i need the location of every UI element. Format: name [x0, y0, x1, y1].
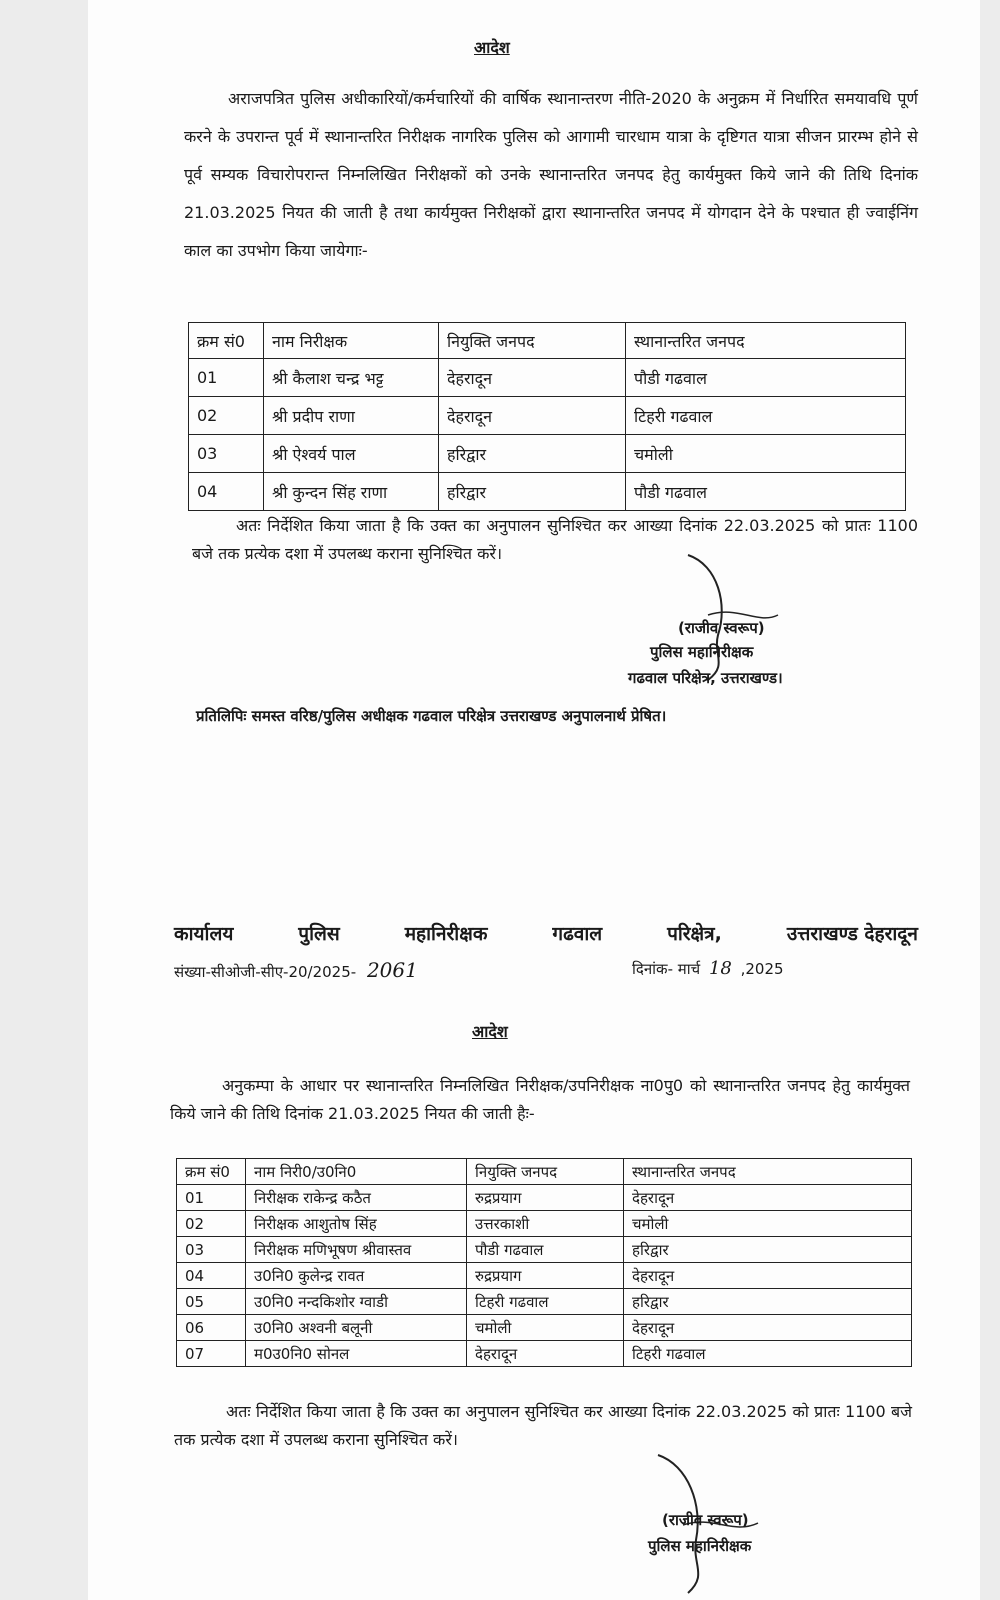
- table-header-cell: स्थानान्तरित जनपद: [626, 323, 906, 359]
- order2-signatory-name: (राजीव स्वरूप): [662, 1511, 749, 1529]
- table-row: [177, 1185, 912, 1211]
- table-cell: 03: [177, 1237, 246, 1263]
- order1-body-line: अराजपत्रित पुलिस अधीकारियों/कर्मचारियों की वार्षिक स्थानान्तरण नीति-2020 के: [228, 89, 711, 108]
- office-word: कार्यालय: [174, 923, 234, 945]
- table-cell: उ0नि0 अश्वनी बलूनी: [246, 1315, 467, 1341]
- date-label: दिनांक- मार्च: [632, 960, 701, 978]
- office-word: पुलिस: [298, 923, 340, 945]
- table-cell: श्री ऐश्वर्य पाल: [264, 435, 439, 473]
- table-header-cell: नियुक्ति जनपद: [467, 1159, 624, 1185]
- table-cell: 02: [189, 397, 264, 435]
- order1-heading: आदेश: [474, 38, 510, 57]
- table-cell: पौडी गढवाल: [467, 1237, 624, 1263]
- table-cell: 03: [189, 435, 264, 473]
- date-handwritten-day: 18: [708, 958, 732, 979]
- table-row: [177, 1263, 912, 1289]
- table-cell: उत्तरकाशी: [467, 1211, 624, 1237]
- office-word: गढवाल: [552, 923, 603, 945]
- order1-signature-scribble: [648, 545, 788, 685]
- table-cell: 02: [177, 1211, 246, 1237]
- office-line: [174, 920, 918, 946]
- table-cell: पौडी गढवाल: [626, 359, 906, 397]
- table-cell: निरीक्षक आशुतोष सिंह: [246, 1211, 467, 1237]
- table-row: [177, 1289, 912, 1315]
- table-cell: टिहरी गढवाल: [624, 1341, 912, 1367]
- table-cell: श्री प्रदीप राणा: [264, 397, 439, 435]
- table-header-cell: नियुक्ति जनपद: [439, 323, 626, 359]
- table-row: [177, 1341, 912, 1367]
- table-cell: देहरादून: [624, 1315, 912, 1341]
- date-year: ,2025: [740, 960, 784, 978]
- table-header-row: [177, 1159, 912, 1185]
- order2-closing: [174, 1398, 912, 1454]
- table-cell: देहरादून: [439, 359, 626, 397]
- reference-number-handwritten: 2061: [366, 958, 418, 982]
- table-row: [189, 359, 906, 397]
- order1-body-line: विचारोपरान्त निम्नलिखित निरीक्षकों को उनके स्थानान्तरित जनपद हेतु कार्यमुक्त किये जाने की: [257, 165, 835, 184]
- table-cell: 01: [177, 1185, 246, 1211]
- table-cell: देहरादून: [439, 397, 626, 435]
- office-word: उत्तराखण्ड देहरादून: [786, 923, 918, 945]
- table-cell: रुद्रप्रयाग: [467, 1263, 624, 1289]
- table-header-cell: क्रम सं0: [189, 323, 264, 359]
- table-cell: देहरादून: [624, 1263, 912, 1289]
- order1-copy-to: प्रतिलिपिः समस्त वरिष्ठ/पुलिस अधीक्षक गढवाल परिक्षेत्र उत्तराखण्ड अनुपालनार्थ प्रेषित।: [196, 707, 667, 725]
- order1-body-line: में योगदान देने के पश्चात ही ज्वाईनिंग काल का उपभोग किया जायेगाः-: [184, 203, 919, 260]
- order2-heading: आदेश: [472, 1022, 508, 1041]
- table-cell: 04: [189, 473, 264, 511]
- document-page: [88, 0, 980, 1600]
- table-row: [189, 473, 906, 511]
- table-cell: 01: [189, 359, 264, 397]
- table-cell: श्री कैलाश चन्द्र भट्ट: [264, 359, 439, 397]
- table-row: [177, 1237, 912, 1263]
- table-cell: उ0नि0 नन्दकिशोर ग्वाडी: [246, 1289, 467, 1315]
- table-cell: निरीक्षक राकेन्द्र कठैत: [246, 1185, 467, 1211]
- order-date: [632, 958, 784, 979]
- table-cell: हरिद्वार: [439, 435, 626, 473]
- table-header-cell: नाम निरीक्षक: [264, 323, 439, 359]
- reference-number-text: संख्या-सीओजी-सीए-20/2025-: [174, 963, 357, 981]
- table-cell: म0उ0नि0 सोनल: [246, 1341, 467, 1367]
- table-header-cell: स्थानान्तरित जनपद: [624, 1159, 912, 1185]
- table-cell: टिहरी गढवाल: [467, 1289, 624, 1315]
- order1-body: [184, 80, 918, 270]
- table-cell: टिहरी गढवाल: [626, 397, 906, 435]
- table-cell: 04: [177, 1263, 246, 1289]
- table-row: [189, 397, 906, 435]
- table-header-row: [189, 323, 906, 359]
- order1-signatory-designation: पुलिस महानिरीक्षक: [650, 643, 754, 661]
- table-cell: 05: [177, 1289, 246, 1315]
- table-cell: चमोली: [624, 1211, 912, 1237]
- table-cell: 07: [177, 1341, 246, 1367]
- order2-closing-line: अतः निर्देशित किया जाता है कि उक्त का अनुपालन सुनिश्चित कर आख्या दिनांक: [226, 1402, 691, 1421]
- order2-body-line: स्थानान्तरित जनपद हेतु कार्यमुक्त किये जाने की तिथि दिनांक 21.03.2025 नियत की जाती हैः-: [170, 1076, 910, 1123]
- order1-table: [188, 322, 906, 511]
- table-header-cell: क्रम सं0: [177, 1159, 246, 1185]
- order2-closing-line: 22.03.2025 को प्रातः 1100 बजे तक प्रत्येक दशा में उपलब्ध कराना सुनिश्चित करें।: [174, 1402, 913, 1449]
- table-row: [177, 1315, 912, 1341]
- reference-number: [174, 958, 418, 982]
- table-cell: हरिद्वार: [624, 1289, 912, 1315]
- order1-body-line: पुलिस को आगामी चारधाम यात्रा के दृष्टिगत यात्रा सीजन प्रारम्भ होने से पूर्व सम्यक: [184, 127, 918, 184]
- order1-closing: [192, 512, 918, 568]
- order1-signatory-office: गढवाल परिक्षेत्र, उत्तराखण्ड।: [628, 669, 783, 687]
- order1-closing-line: अतः निर्देशित किया जाता है कि उक्त का अनुपालन सुनिश्चित कर आख्या दिनांक: [236, 516, 718, 535]
- office-word: महानिरीक्षक: [404, 923, 488, 945]
- order2-signatory-designation: पुलिस महानिरीक्षक: [648, 1537, 752, 1555]
- table-row: [177, 1211, 912, 1237]
- order1-closing-line: 22.03.2025 को प्रातः 1100 बजे तक प्रत्येक दशा में उपलब्ध कराना सुनिश्चित करें।: [192, 516, 918, 563]
- table-cell: श्री कुन्दन सिंह राणा: [264, 473, 439, 511]
- table-cell: रुद्रप्रयाग: [467, 1185, 624, 1211]
- office-word: परिक्षेत्र,: [667, 923, 722, 945]
- order2-body-line: अनुकम्पा के आधार पर स्थानान्तरित निम्नलिखित निरीक्षक/उपनिरीक्षक ना0पु0 को: [222, 1076, 707, 1095]
- table-cell: देहरादून: [624, 1185, 912, 1211]
- table-cell: हरिद्वार: [439, 473, 626, 511]
- table-cell: देहरादून: [467, 1341, 624, 1367]
- order1-body-line: अनुक्रम में निर्धारित समयावधि पूर्ण करने के उपरान्त पूर्व में स्थानान्तरित निरीक्षक नागरिक: [184, 89, 918, 146]
- table-cell: चमोली: [626, 435, 906, 473]
- table-cell: चमोली: [467, 1315, 624, 1341]
- order2-body: [170, 1072, 910, 1128]
- table-cell: 06: [177, 1315, 246, 1341]
- table-cell: पौडी गढवाल: [626, 473, 906, 511]
- table-cell: हरिद्वार: [624, 1237, 912, 1263]
- table-row: [189, 435, 906, 473]
- order1-body-line: तिथि दिनांक 21.03.2025 नियत की जाती है तथा कार्यमुक्त निरीक्षकों द्वारा स्थानान्तरित जनपद: [184, 165, 919, 222]
- order2-table: [176, 1158, 912, 1367]
- order1-signatory-name: (राजीव स्वरूप): [678, 619, 765, 637]
- table-header-cell: नाम निरी0/उ0नि0: [246, 1159, 467, 1185]
- table-cell: उ0नि0 कुलेन्द्र रावत: [246, 1263, 467, 1289]
- table-cell: निरीक्षक मणिभूषण श्रीवास्तव: [246, 1237, 467, 1263]
